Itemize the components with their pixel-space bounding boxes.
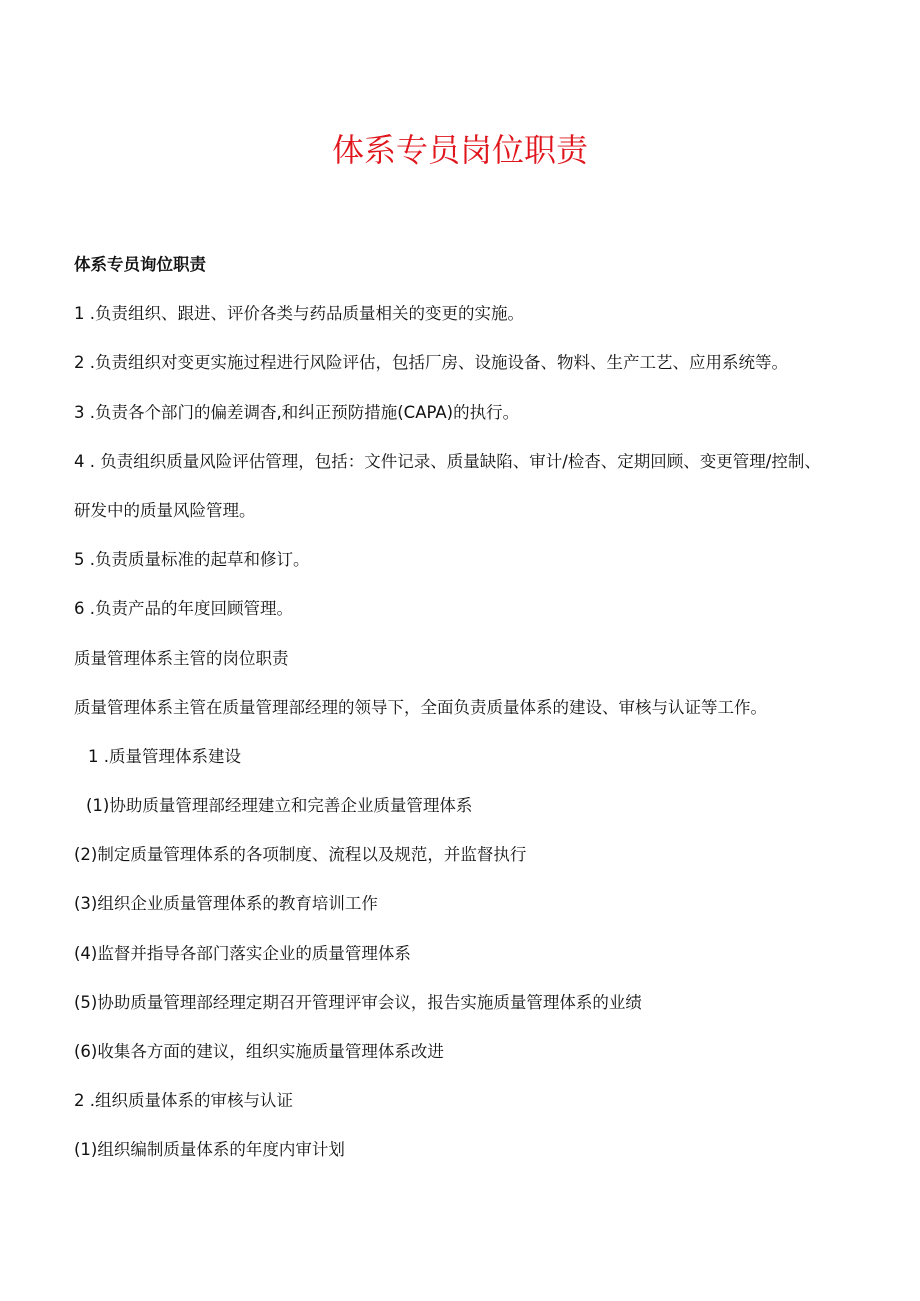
audit-item-1: (1)组织编制质量体系的年度内审计划 [74,1140,345,1160]
construction-item-2: (2)制定质量管理体系的各项制度、流程以及规范，并监督执行 [74,845,527,865]
duty-line-6: 6 .负责产品的年度回顾管理。 [74,599,293,619]
duty-line-2: 2 .负责组织对变更实施过程进行风险评估，包括厂房、设施设备、物料、生产工艺、应用系统等。 [74,353,788,373]
construction-item-6: (6)收集各方面的建议，组织实施质量管理体系改进 [74,1042,444,1061]
duty-line-4-continued: 研发中的质量风险管理。 [74,500,256,520]
duty-line-4: 4 . 负责组织质量风险评估管理，包括：文件记录、质量缺陷、审计/检杳、定期回顾、变更管理/控制、 [74,451,821,471]
construction-item-1: (1)协助质量管理部经理建立和完善企业质量管理体系 [86,796,473,816]
qms-supervisor-summary: 质量管理体系主管在质量管理部经理的领导下，全面负责质量体系的建设、审核与认证等工作。 [74,697,767,717]
construction-item-3: (3)组织企业质量管理体系的教育培训工作 [74,894,378,914]
duty-line-3: 3 .负责各个部门的偏差调杳,和纠正预防措施(CAPA)的执行。 [74,402,520,422]
subsection-audit-certification: 2 .组织质量体系的审核与认证 [74,1091,293,1111]
document-body [74,240,864,1175]
subsection-qms-construction: 1 .质量管理体系建设 [88,746,241,766]
document-title: 体系专员岗位职责 [331,131,588,169]
section-heading-system-specialist: 体系专员询位职责 [74,255,206,274]
construction-item-5: (5)协助质量管理部经理定期召开管理评审会议，报告实施质量管理体系的业绩 [74,992,642,1012]
duty-line-5: 5 .负责质量标准的起草和修订。 [74,550,310,570]
duty-line-1: 1 .负责组织、跟进、评价各类与药品质量相关的变更的实施。 [74,304,524,324]
construction-item-4: (4)监督并指导各部门落实企业的质量管理体系 [74,943,411,963]
section-heading-qms-supervisor: 质量管理体系主管的岗位职责 [74,648,289,668]
